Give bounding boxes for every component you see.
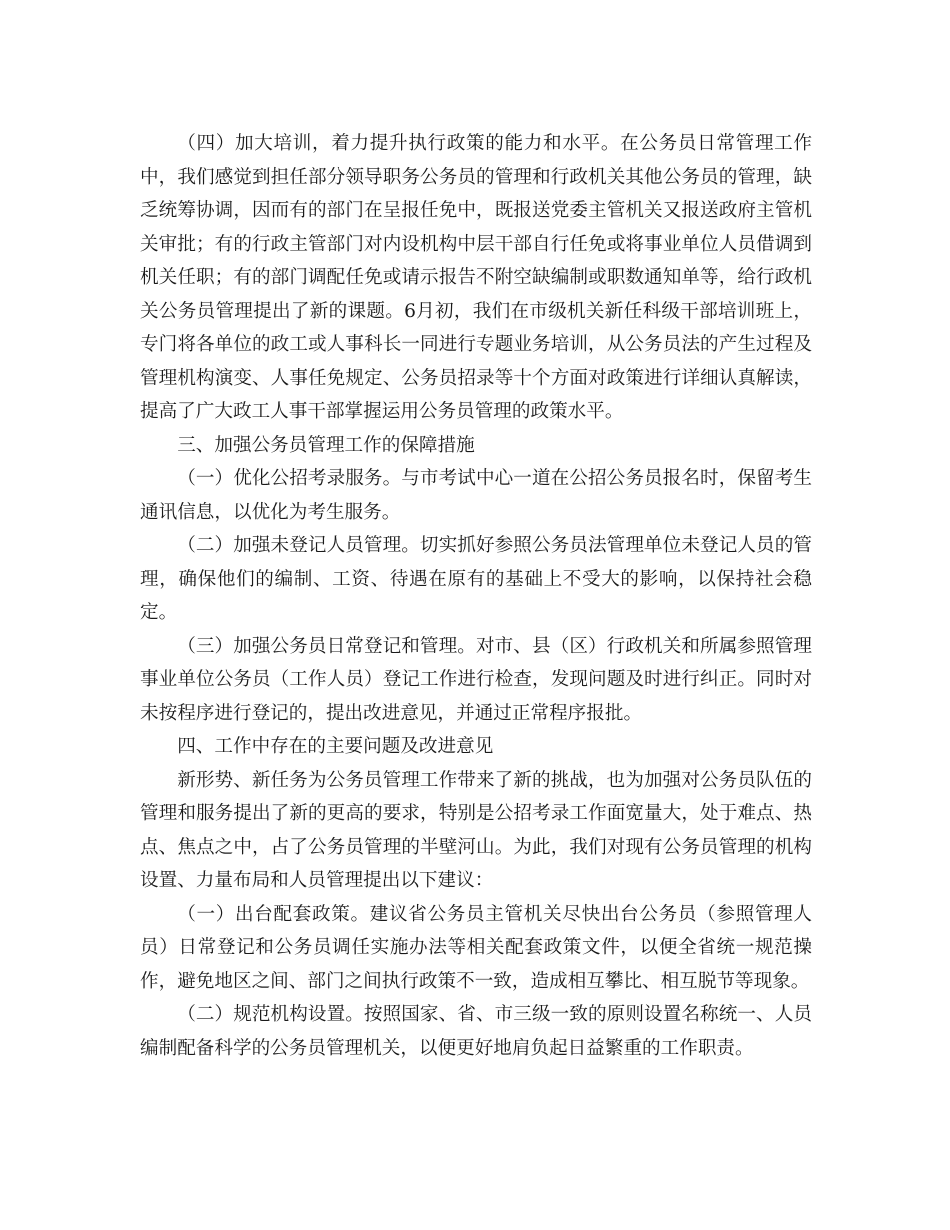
paragraph-training: （四）加大培训，着力提升执行政策的能力和水平。在公务员日常管理工作中，我们感觉到担任部分领导职务公务员的管理和行政机关其他公务员的管理，缺乏统筹协调，因而有的部门在呈报任免中，既报送党委主管机关又报送政府主管机关审批；有的行政主管部门对内设机构中层干部自行任免或将事业单位人员借调到机关任职；有的部门调配任免或请示报告不附空缺编制或职数通知单等，给行政机关公务员管理提出了新的课题。6月初，我们在市级机关新任科级干部培训班上，专门将各单位的政工或人事科长一同进行专题业务培训，从公务员法的产生过程及管理机构演变、人事任免规定、公务员招录等十个方面对政策进行详细认真解读，提高了广大政工人事干部掌握运用公务员管理的政策水平。 xyxy=(140,133,812,422)
heading-section-three: 三、加强公务员管理工作的保障措施 xyxy=(177,434,475,456)
paragraph-institution-setup: （二）规范机构设置。按照国家、省、市三级一致的原则设置名称统一、人员编制配备科学的公务员管理机关，以便更好地肩负起日益繁重的工作职责。 xyxy=(140,1004,812,1059)
paragraph-unregistered-staff: （二）加强未登记人员管理。切实抓好参照公务员法管理单位未登记人员的管理，确保他们的编制、工资、待遇在原有的基础上不受大的影响，以保持社会稳定。 xyxy=(140,535,812,623)
document-body xyxy=(140,127,812,1065)
paragraph-daily-registration: （三）加强公务员日常登记和管理。对市、县（区）行政机关和所属参照管理事业单位公务员（工作人员）登记工作进行检查，发现问题及时进行纠正。同时对未按程序进行登记的，提出改进意见，并通过正常程序报批。 xyxy=(140,635,812,724)
paragraph-new-challenges: 新形势、新任务为公务员管理工作带来了新的挑战，也为加强对公务员队伍的管理和服务提出了新的更高的要求，特别是公招考录工作面宽量大，处于难点、热点、焦点之中，占了公务员管理的半壁河山。为此，我们对现有公务员管理的机构设置、力量布局和人员管理提出以下建议： xyxy=(140,769,812,891)
paragraph-supporting-policies: （一）出台配套政策。建议省公务员主管机关尽快出台公务员（参照管理人员）日常登记和公务员调任实施办法等相关配套政策文件，以便全省统一规范操作，避免地区之间、部门之间执行政策不一致，造成相互攀比、相互脱节等现象。 xyxy=(140,903,812,992)
paragraph-recruitment-service: （一）优化公招考录服务。与市考试中心一道在公招公务员报名时，保留考生通讯信息，以优化为考生服务。 xyxy=(140,468,812,523)
heading-section-four: 四、工作中存在的主要问题及改进意见 xyxy=(177,736,494,757)
